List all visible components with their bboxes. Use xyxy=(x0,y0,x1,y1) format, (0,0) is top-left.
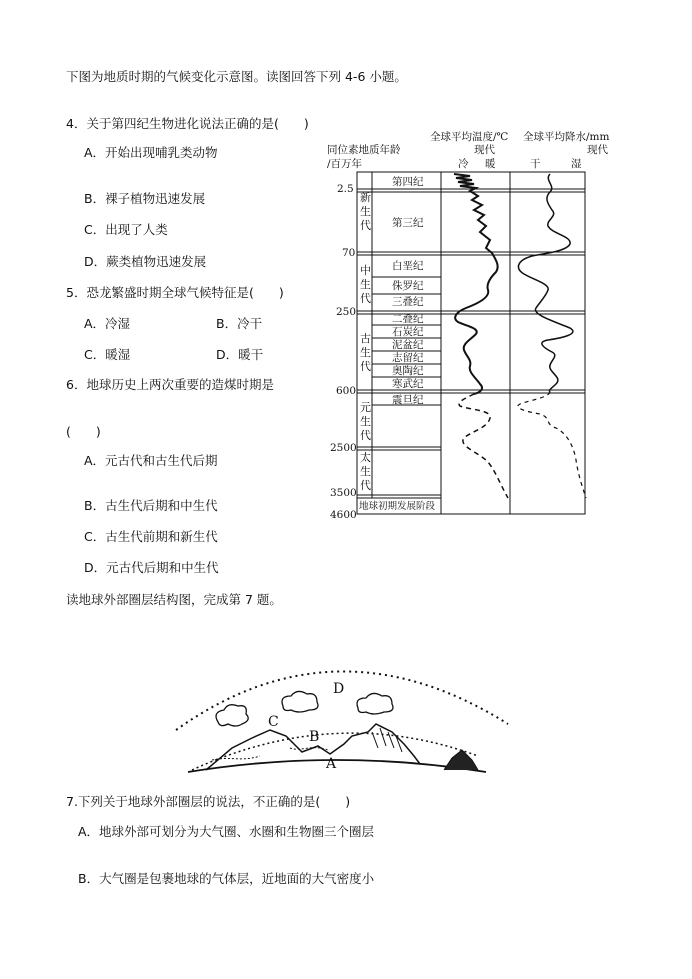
period-ordovician: 奥陶纪 xyxy=(392,365,424,377)
era-cenozoic-3: 代 xyxy=(360,219,371,232)
age-tick-2-5: 2.5 xyxy=(337,183,354,195)
river xyxy=(212,748,328,760)
temp-title: 全球平均温度/℃ xyxy=(430,131,509,143)
q6-option-c[interactable]: C．古生代前期和新生代 xyxy=(84,529,218,544)
label-c: C xyxy=(268,714,279,730)
dry-label: 干 xyxy=(530,158,541,170)
label-a: A xyxy=(326,756,337,772)
q4-stem: 4．关于第四纪生物进化说法正确的是( ) xyxy=(66,116,309,131)
q6-answer-paren: ( ) xyxy=(66,424,101,439)
wet-label: 湿 xyxy=(571,158,582,170)
era-archean-1: 太 xyxy=(360,451,371,464)
q7-option-a[interactable]: A．地球外部可划分为大气圈、水圈和生物圈三个圈层 xyxy=(78,824,375,839)
precip-now-label: 现代 xyxy=(587,144,608,156)
q6-stem: 6．地球历史上两次重要的造煤时期是 xyxy=(66,377,274,392)
q7-stem: 7.下列关于地球外部圈层的说法，不正确的是( ) xyxy=(66,794,351,809)
era-proterozoic-3: 代 xyxy=(360,429,371,442)
q4-option-a[interactable]: A．开始出现哺乳类动物 xyxy=(84,145,218,160)
age-tick-4600: 4600 xyxy=(330,509,357,521)
mountain-right xyxy=(444,750,478,770)
label-b: B xyxy=(309,729,320,745)
q5-stem: 5．恐龙繁盛时期全球气候特征是( ) xyxy=(66,285,284,300)
q5-option-c[interactable]: C．暖湿 xyxy=(84,347,131,362)
era-cenozoic-2: 生 xyxy=(360,205,371,218)
period-triassic: 三叠纪 xyxy=(392,296,424,308)
period-cretaceous: 白垩纪 xyxy=(392,260,424,272)
age-tick-3500: 3500 xyxy=(330,487,357,499)
precip-title: 全球平均降水/mm xyxy=(523,131,610,143)
era-mesozoic-2: 生 xyxy=(360,278,371,291)
period-permian: 二叠纪 xyxy=(392,313,424,325)
clouds xyxy=(216,691,393,726)
period-devonian: 泥盆纪 xyxy=(392,339,424,351)
ground-line xyxy=(188,760,486,772)
axis-title-age: 同位素地质年龄 xyxy=(327,144,401,156)
intro2-text: 读地球外部圈层结构图，完成第 7 题。 xyxy=(66,592,282,607)
q4-option-d[interactable]: D．蕨类植物迅速发展 xyxy=(84,254,207,269)
era-proterozoic-2: 生 xyxy=(360,415,371,428)
atmosphere-arc xyxy=(176,671,508,730)
mountain-left xyxy=(206,724,420,770)
period-cambrian: 寒武纪 xyxy=(392,378,424,390)
age-tick-70: 70 xyxy=(342,247,356,259)
temperature-curve xyxy=(454,174,498,394)
temperature-curve-dashed xyxy=(459,394,508,498)
age-tick-250: 250 xyxy=(336,306,357,318)
era-mesozoic-1: 中 xyxy=(360,264,371,277)
q6-option-d[interactable]: D．元古代后期和中生代 xyxy=(84,560,219,575)
age-tick-2500: 2500 xyxy=(330,442,357,454)
period-jurassic: 侏罗纪 xyxy=(392,280,424,292)
q6-option-b[interactable]: B．古生代后期和中生代 xyxy=(84,498,218,513)
period-tertiary: 第三纪 xyxy=(392,217,424,229)
age-tick-600: 600 xyxy=(336,385,357,397)
label-d: D xyxy=(333,681,345,697)
period-sinian: 震旦纪 xyxy=(392,394,424,406)
era-mesozoic-3: 代 xyxy=(360,292,371,305)
era-paleozoic-1: 古 xyxy=(360,332,371,345)
warm-label: 暖 xyxy=(485,158,496,170)
q4-option-c[interactable]: C．出现了人类 xyxy=(84,222,168,237)
era-paleozoic-2: 生 xyxy=(360,346,371,359)
q7-option-b[interactable]: B．大气圈是包裹地球的气体层，近地面的大气密度小 xyxy=(78,871,375,886)
forest-hatch xyxy=(372,728,402,752)
era-cenozoic-1: 新 xyxy=(360,191,371,204)
period-quaternary: 第四纪 xyxy=(392,176,424,188)
cold-label: 冷 xyxy=(458,158,469,170)
precipitation-curve-dashed xyxy=(518,392,586,498)
era-proterozoic-1: 元 xyxy=(360,401,371,414)
temp-now-label: 现代 xyxy=(474,144,495,156)
period-silurian: 志留纪 xyxy=(392,352,424,364)
hydrosphere-arc xyxy=(192,733,478,770)
era-archean-2: 生 xyxy=(360,465,371,478)
era-archean-3: 代 xyxy=(360,479,371,492)
chart-frame xyxy=(357,172,585,514)
period-carboniferous: 石炭纪 xyxy=(392,326,424,338)
q5-option-a[interactable]: A．冷湿 xyxy=(84,316,131,331)
early-stage-label: 地球初期发展阶段 xyxy=(359,501,436,512)
q6-option-a[interactable]: A．元古代和古生代后期 xyxy=(84,453,218,468)
q4-option-b[interactable]: B．裸子植物迅速发展 xyxy=(84,191,206,206)
axis-title-unit: /百万年 xyxy=(327,158,363,170)
intro-text: 下图为地质时期的气候变化示意图。读图回答下列 4-6 小题。 xyxy=(66,69,407,84)
q5-option-d[interactable]: D．暖干 xyxy=(216,347,264,362)
era-paleozoic-3: 代 xyxy=(360,360,371,373)
q5-option-b[interactable]: B．冷干 xyxy=(216,316,263,331)
precipitation-curve xyxy=(518,174,572,392)
